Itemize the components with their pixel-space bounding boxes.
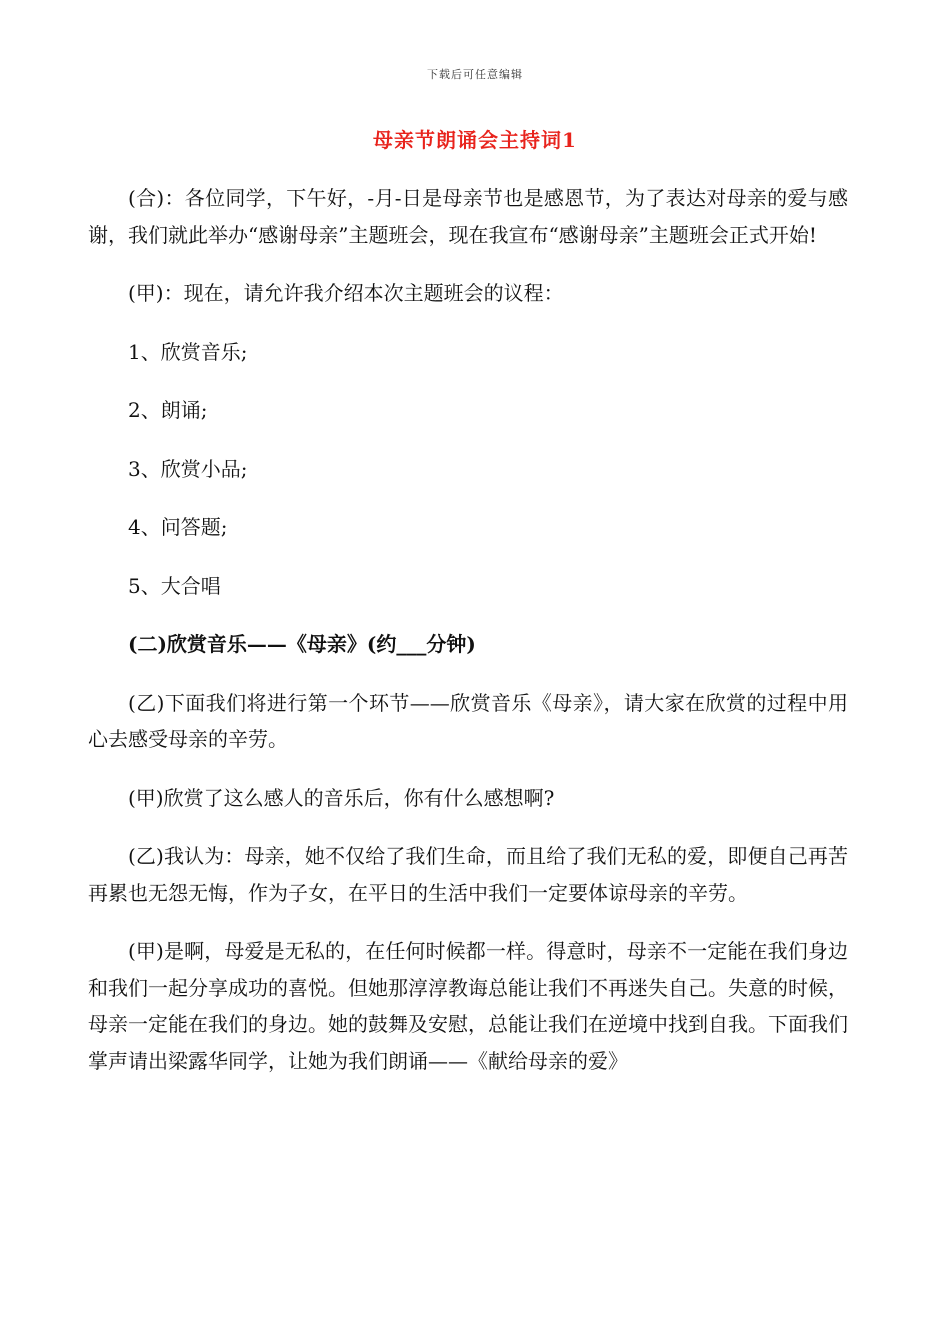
paragraph-jia-2: (甲)是啊，母爱是无私的，在任何时候都一样。得意时，母亲不一定能在我们身边和我们一起分享成功的喜悦。但她那淳淳教诲总能让我们不再迷失自己。失意的时候，母亲一定能在我们的身边。她的鼓舞及安慰，总能让我们在逆境中找到自我。下面我们掌声请出梁露华同学，让她为我们朗诵——《献给母亲的爱》	[88, 939, 848, 1073]
agenda-item-1: 1、欣赏音乐;	[128, 339, 248, 364]
paragraph-jia-1: (甲)欣赏了这么感人的音乐后，你有什么感想啊?	[128, 785, 555, 810]
paragraph-agenda-intro: (甲)：现在，请允许我介绍本次主题班会的议程：	[128, 281, 564, 305]
paragraph-yi-2: (乙)我认为：母亲，她不仅给了我们生命，而且给了我们无私的爱，即便自己再苦再累也无怨无悔，作为子女，在平日的生活中我们一定要体谅母亲的辛劳。	[88, 844, 848, 905]
document-body	[88, 180, 848, 1101]
agenda-item-3: 3、欣赏小品;	[128, 456, 248, 481]
agenda-item-2: 2、朗诵;	[128, 398, 208, 422]
agenda-item-5: 5、大合唱	[128, 573, 221, 598]
document-title: 母亲节朗诵会主持词1	[373, 128, 577, 152]
section-heading: (二)欣赏音乐——《母亲》(约___分钟)	[128, 632, 476, 656]
paragraph-yi-1: (乙)下面我们将进行第一个环节——欣赏音乐《母亲》，请大家在欣赏的过程中用心去感受母亲的辛劳。	[88, 690, 848, 751]
paragraph-opening: (合)：各位同学，下午好，-月-日是母亲节也是感恩节，为了表达对母亲的爱与感谢，我们就此举办“感谢母亲”主题班会，现在我宣布“感谢母亲”主题班会正式开始!	[88, 186, 848, 247]
header-note: 下载后可任意编辑	[427, 68, 523, 81]
agenda-item-4: 4、问答题;	[128, 515, 228, 539]
